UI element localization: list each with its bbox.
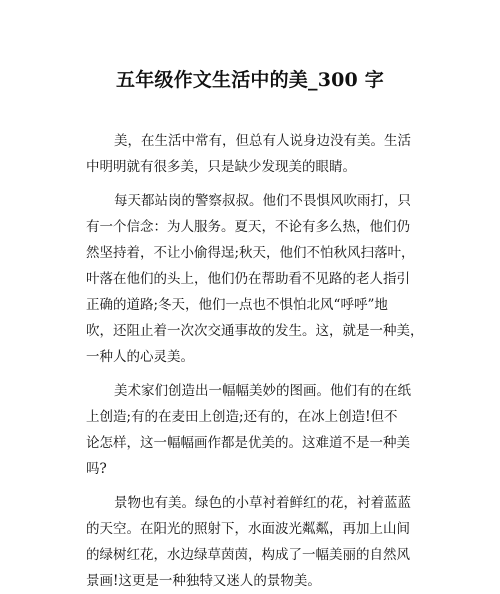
paragraph-1 (86, 128, 416, 180)
paragraph-line: 景画!这更是一种独特又迷人的景物美。 (86, 573, 321, 589)
paragraph-line: 的天空。在阳光的照射下，水面波光粼粼，再加上山间 (86, 521, 410, 537)
paragraph-line: 吹，还阻止着一次次交通事故的发生。这，就是一种美， (86, 323, 424, 339)
paragraph-line: 一种人的心灵美。 (86, 349, 194, 365)
paragraph-line: 吗? (86, 461, 107, 477)
paragraph-line: 有一个信念：为人服务。夏天，不论有多么热，他们仍 (86, 219, 410, 235)
paragraph-line: 叶落在他们的头上，他们仍在帮助看不见路的老人指引 (86, 271, 410, 287)
document-body (86, 128, 424, 594)
paragraph-line: 正确的道路;冬天，他们一点也不惧怕北风“呼呼”地 (86, 297, 388, 313)
document-title: 五年级作文生活中的美_300 字 (116, 69, 384, 91)
paragraph-line: 美，在生活中常有，但总有人说身边没有美。生活 (114, 133, 411, 149)
paragraph-4 (86, 490, 416, 594)
paragraph-line: 的绿树红花，水边绿草茵茵，构成了一幅美丽的自然风 (86, 547, 410, 563)
paragraph-line: 中明明就有很多美，只是缺少发现美的眼睛。 (86, 159, 356, 175)
paragraph-line: 景物也有美。绿色的小草衬着鲜红的花，衬着蓝蓝 (114, 495, 411, 511)
paragraph-3 (86, 378, 416, 482)
paragraph-line: 然坚持着，不让小偷得逞;秋天，他们不怕秋风扫落叶， (86, 245, 415, 261)
paragraph-line: 美术家们创造出一幅幅美妙的图画。他们有的在纸 (114, 383, 411, 399)
paragraph-line: 每天都站岗的警察叔叔。他们不畏惧风吹雨打，只 (114, 193, 411, 209)
paragraph-line: 上创造;有的在麦田上创造;还有的，在冰上创造!但不 (86, 409, 398, 425)
paragraph-2 (86, 188, 424, 370)
paragraph-line: 论怎样，这一幅幅画作都是优美的。这难道不是一种美 (86, 435, 410, 451)
